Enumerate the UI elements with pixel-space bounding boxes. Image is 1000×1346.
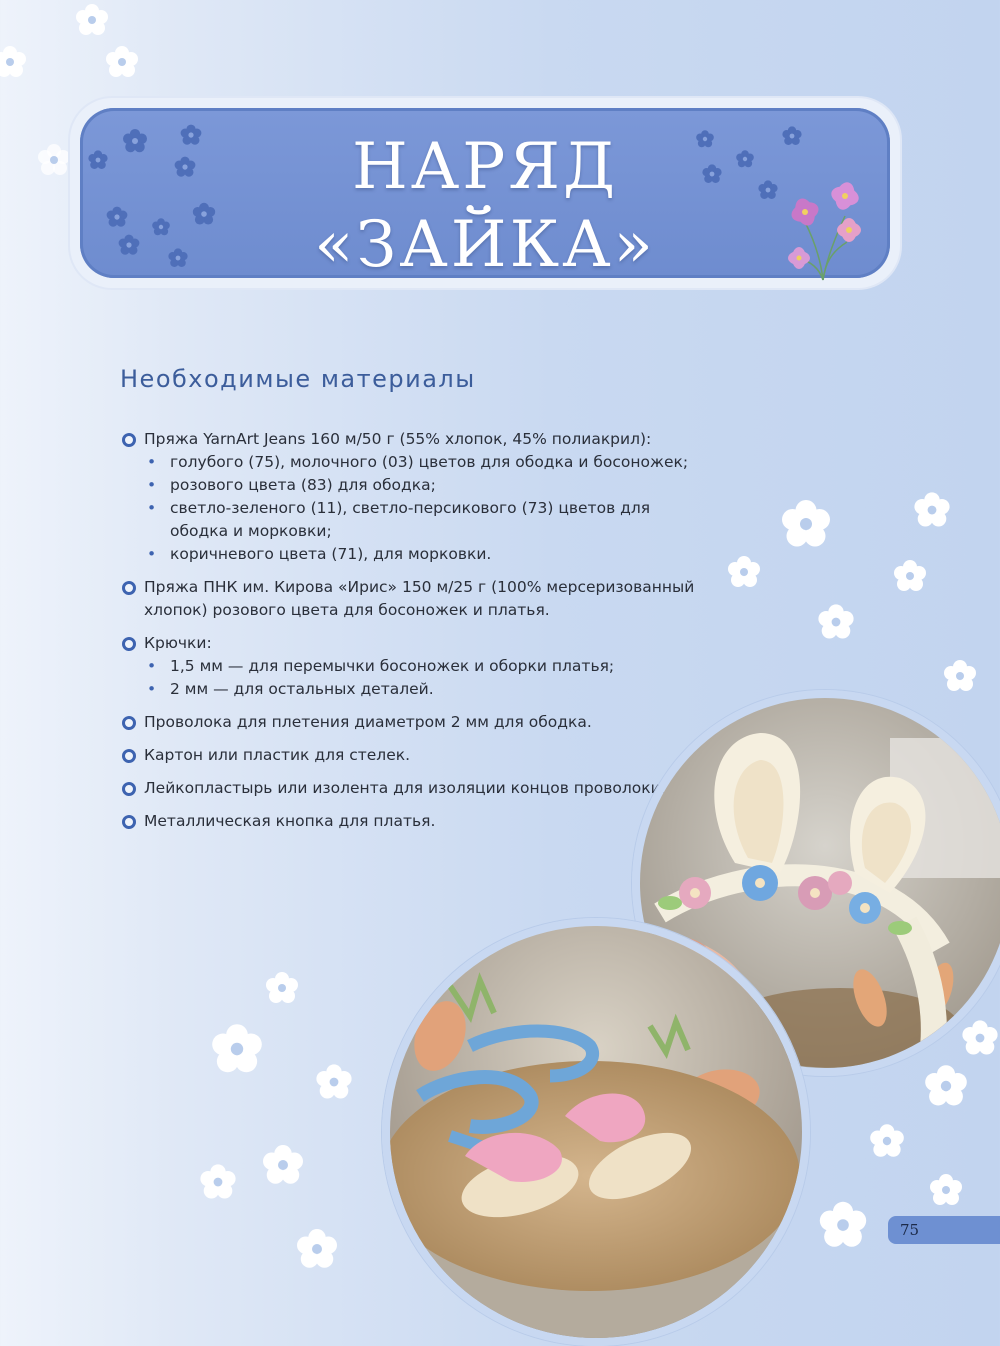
materials-item xyxy=(120,711,710,734)
flower-decoration-icon xyxy=(312,1060,356,1104)
flower-decoration-icon xyxy=(866,1120,908,1162)
flower-decoration-icon xyxy=(890,556,930,596)
page-title-line-1: НАРЯД xyxy=(351,130,619,204)
flower-decoration-icon xyxy=(926,1170,966,1210)
materials-subitem xyxy=(144,678,710,701)
materials-item xyxy=(120,576,710,622)
title-banner-inner xyxy=(80,108,890,278)
ring-bullet-icon xyxy=(122,815,136,829)
flower-decoration-icon xyxy=(814,1196,872,1254)
materials-subitem xyxy=(144,543,710,566)
materials-item xyxy=(120,777,710,800)
flower-decoration-icon xyxy=(724,552,764,592)
sandals-photo-illustration xyxy=(390,926,802,1338)
materials-item-text: Картон или пластик для стелек. xyxy=(144,746,411,764)
materials-subitem xyxy=(144,451,710,474)
dot-bullet-icon: • xyxy=(147,499,157,517)
materials-item xyxy=(120,744,710,767)
materials-item-text: Крючки: xyxy=(144,634,212,652)
flower-decoration-icon xyxy=(258,1140,308,1190)
materials-item-text: Металлическая кнопка для платья. xyxy=(144,812,436,830)
flower-decoration-icon xyxy=(0,42,30,82)
materials-list xyxy=(120,428,710,843)
materials-sublist xyxy=(144,451,710,566)
flower-decoration-icon xyxy=(102,42,142,82)
materials-subitem-text: 1,5 мм — для перемычки босоножек и оборки платья; xyxy=(170,657,615,675)
flower-decoration-icon xyxy=(814,600,858,644)
materials-item-text: Пряжа YarnArt Jeans 160 м/50 г (55% хлопок, 45% полиакрил): xyxy=(144,430,652,448)
materials-subitem xyxy=(144,497,710,543)
section-title: Необходимые материалы xyxy=(120,365,476,393)
page-number: 75 xyxy=(888,1216,1000,1244)
materials-subitem xyxy=(144,655,710,678)
materials-sublist xyxy=(144,655,710,701)
materials-item-text: Пряжа ПНК им. Кирова «Ирис» 150 м/25 г (100% мерсеризованный хлопок) розового цвета для босоножек и платья. xyxy=(144,578,695,619)
flower-decoration-icon xyxy=(958,1016,1000,1060)
dot-bullet-icon: • xyxy=(147,545,157,563)
materials-subitem-text: голубого (75), молочного (03) цветов для ободка и босоножек; xyxy=(170,453,689,471)
materials-item xyxy=(120,632,710,701)
materials-item-text: Лейкопластырь или изолента для изоляции концов проволоки. xyxy=(144,779,666,797)
ring-bullet-icon xyxy=(122,782,136,796)
materials-subitem-text: коричневого цвета (71), для морковки. xyxy=(170,545,492,563)
materials-subitem xyxy=(144,474,710,497)
materials-subitem-text: светло-зеленого (11), светло-персикового (73) цветов для ободка и морковки; xyxy=(170,499,651,540)
flower-decoration-icon xyxy=(920,1060,972,1112)
photo-sandals xyxy=(382,918,810,1346)
materials-item-text: Проволока для плетения диаметром 2 мм для ободка. xyxy=(144,713,592,731)
materials-item xyxy=(120,810,710,833)
flower-decoration-icon xyxy=(72,0,112,40)
materials-subitem-text: 2 мм — для остальных деталей. xyxy=(170,680,434,698)
ring-bullet-icon xyxy=(122,637,136,651)
flower-decoration-icon xyxy=(292,1224,342,1274)
materials-subitem-text: розового цвета (83) для ободка; xyxy=(170,476,436,494)
page-title-line-2: «ЗАЙКА» xyxy=(314,208,656,278)
cosmos-flowers-illustration xyxy=(775,172,875,282)
dot-bullet-icon: • xyxy=(147,657,157,675)
flower-decoration-icon xyxy=(34,140,74,180)
ring-bullet-icon xyxy=(122,749,136,763)
dot-bullet-icon: • xyxy=(147,453,157,471)
ring-bullet-icon xyxy=(122,716,136,730)
ring-bullet-icon xyxy=(122,581,136,595)
flower-decoration-icon xyxy=(910,488,954,532)
flower-decoration-icon xyxy=(940,656,980,696)
dot-bullet-icon: • xyxy=(147,476,157,494)
materials-item xyxy=(120,428,710,566)
flower-decoration-icon xyxy=(206,1018,268,1080)
flower-decoration-icon xyxy=(262,968,302,1008)
dot-bullet-icon: • xyxy=(147,680,157,698)
page-title xyxy=(80,128,890,278)
ring-bullet-icon xyxy=(122,433,136,447)
flower-decoration-icon xyxy=(196,1160,240,1204)
flower-decoration-icon xyxy=(776,494,836,554)
